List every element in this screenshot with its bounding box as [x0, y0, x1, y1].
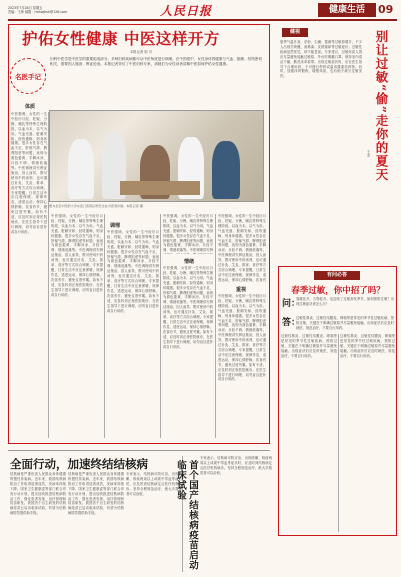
- feature-subhead: 重视: [235, 287, 246, 293]
- bottom-column-text: 专家表示，结核病可防可治，出现咳嗽、咳痰两周以上或痰中带血等症状时，应及时到结核病定点医疗机构就诊。坚持全程规范治疗，绝大多数患者可以治愈。: [200, 456, 272, 475]
- bottom-column-text: 专家表示，结核病可防可治，出现咳嗽、咳痰两周以上或痰中带血等症状时，应及时到结核病定点医疗机构就诊。坚持全程规范治疗，绝大多数患者可以治愈。: [126, 472, 182, 496]
- feature-column-text: 中医强调，女性的一生中经历月经、妊娠、分娩、哺乳等特殊生理阶段，以血为本，以气为用。气血充盛、脏腑安和、经络通畅，则身体健康。很多女性存在气血不足、肝郁气滞、脾肾阳虚等问题，表现为面色萎黄、手脚冰凉、月经不调、情绪低落等。中医调理讲究辨证施治，因人而异，既可使用中药汤剂，也可通过针灸、艾灸、推拿、食疗等方式综合调理。专家提醒，日常生活中应注意保暖，规律作息，适度运动，保持心情舒畅，饮食有节，避免过度劳累。如有不适，应及时到正规医院就诊，在医生指导下进行调理，切勿盲目进补或自行用药。: [51, 214, 103, 297]
- column-text: 夏季气温升高，花粉、尘螨、霉菌等过敏原增多，不少人出现打喷嚏、流鼻涕、皮肤瘙痒等过敏症状。过敏性疾病虽然常见，却不能忽视。专家建议，过敏体质人群应尽量避免接触过敏原，外出时佩戴口罩，保持室内清洁干燥，勤洗床单被罩。出现过敏症状时，应在医生指导下合理用药，不可擅自停药或滥用激素类药物。同时，加强体育锻炼，增强体质，也有助于减少过敏发作。: [280, 40, 362, 79]
- feature-lead: 妇科中医学是中医学的重要组成部分。多种妇科疾病都可从中医角度进行调理。在中医眼中，女性身体的健康与气血、脏腑、经络密切相关，需要因人施治、辨证论治。本报记者采访了中医妇科专家，请她们为女性读者讲解中医如何护佑女性健康。: [50, 57, 263, 67]
- feature-subhead: 体质: [24, 104, 35, 110]
- qa-title: 春季过敏，你中招了吗？: [291, 286, 385, 296]
- feature-column-text: 中医强调，女性的一生中经历月经、妊娠、分娩、哺乳等特殊生理阶段，以血为本，以气为用。气血充盛、脏腑安和、经络通畅，则身体健康。很多女性存在气血不足、肝郁气滞、脾肾阳虚等问题，表现为面色萎黄、手脚冰凉、月经不调、情绪低落等。中医调理讲究辨证施治，因人而异，既可使用中药汤剂，也可通过针灸、艾灸、推拿、食疗等方式综合调理。专家提醒，日常生活中应注意保暖，规律作息，适度运动，保持心情舒畅，饮食有节，避免过度劳累。如有不适，应及时到正规医院就诊，在医生指导下进行调理，切勿盲目进补或自行用药。: [218, 294, 266, 382]
- column-seal: 名医手记: [10, 58, 46, 94]
- bottom-column-text: 结核病是严重危害人民群众身体健康的慢性传染病。近年来，我国结核病防治工作取得显著成效，发病率持续下降。国家卫生健康委等部门联合印发行动计划，提出加快推进结核病防治工作，强化患者发现、治疗管理和疫苗研发。我国首个自主研发的结核病疫苗已启动临床试验，有望为结核病防控提供新手段。: [10, 472, 66, 516]
- bottom-divider: [8, 450, 270, 451]
- bottom-headline: 全面行动，加速终结结核病: [10, 457, 148, 471]
- photo-table: [120, 181, 200, 195]
- column-divider: [104, 214, 105, 438]
- photo-caption: 图为北京中医药大学东直门医院妇科医生在为患者诊脉。本报记者 摄: [49, 204, 143, 208]
- answer-text: 过敏性鼻炎、过敏性结膜炎、哮喘等是常见的季节性过敏疾病。预防过敏，关键在于明确过敏原并尽量避免接触。出现症状后应及时就医，规范治疗，不要自行用药。: [296, 316, 394, 330]
- column-title: 别让过敏“偷”走你的夏天: [374, 30, 389, 182]
- photo-figure: [212, 141, 240, 199]
- feature-subhead: 调理: [109, 223, 120, 229]
- feature-subhead: 情绪: [183, 259, 194, 265]
- header-meta: [8, 6, 118, 14]
- date-line: 2023年7月28日 星期五: [8, 6, 43, 10]
- photo-figure: [68, 139, 94, 199]
- column-divider: [160, 214, 161, 438]
- question-text: 春暖花开，万物复苏，也迎来了过敏高发季节。如何预防过敏？出现过敏症状该怎么办？: [296, 297, 394, 306]
- feature-column-text: 中医强调，女性的一生中经历月经、妊娠、分娩、哺乳等特殊生理阶段，以血为本，以气为用。气血充盛、脏腑安和、经络通畅，则身体健康。很多女性存在气血不足、肝郁气滞、脾肾阳虚等问题，表现为面色萎黄、手脚冰凉、月经不调、情绪低落等。中医调理讲究辨证施治，因人而异，既可使用中药汤剂，也可通过针灸、艾灸、推拿、食疗等方式综合调理。专家提醒，日常生活中应注意保暖，规律作息，适度运动，保持心情舒畅，饮食有节，避免过度劳累。如有不适，应及时到正规医院就诊，在医生指导下进行调理，切勿盲目进补或自行用药。: [107, 230, 159, 313]
- column-divider: [338, 334, 339, 532]
- feature-column-text: 中医强调，女性的一生中经历月经、妊娠、分娩、哺乳等特殊生理阶段，以血为本，以气为用。气血充盛、脏腑安和、经络通畅，则身体健康。很多女性存在气血不足、肝郁气滞、脾肾阳虚等问题，表现为面色萎黄、手脚冰凉、月经不调、情绪低落等。中医调理讲究辨证施治，因人而异，既可使用中药汤剂，也可通过针灸、艾灸、推拿、食疗等方式综合调理。专家提醒，日常生活中应注意保暖，规律作息，适度运动，保持心情舒畅，饮食有: [218, 214, 266, 282]
- column-divider: [48, 112, 49, 438]
- feature-headline: 护佑女性健康 中医这样开方: [22, 29, 220, 48]
- feature-column-text: 中医强调，女性的一生中经历月经、妊娠、分娩、哺乳等特殊生理阶段，以血为本，以气为用。气血充盛、脏腑安和、经络通畅，则身体健康。很多女性存在气血不足、肝郁气滞、脾肾阳虚等问题，表现为面色萎黄、手脚冰凉、月经不调、情绪低落等。中医调理讲究辨证施治，因人而异，既可使用中药汤剂，也可通过针灸、艾灸、推拿、食疗等方式综合调理。专家提醒，日常生活中应注意保暖，规律作息，适度运动，保持心情舒畅，饮食有节，避免过度劳累。如有不适，应及时到正规医院就诊，在医生指导下进行调理，切勿盲目进补或自行用药。: [163, 266, 213, 349]
- feature-column-text: 中医强调，女性的一生中经历月经、妊娠、分娩、哺乳等特殊生理阶段，以血为本，以气为用。气血充盛、脏腑安和、经络通畅，则身体健康。很多女性存在气血不足、肝郁气滞、脾肾阳虚等问题，表现为面色萎黄、手脚冰凉、月经不调、情绪低落等。中医调理讲究辨证施治，因人而异，既可使用中药汤剂，也可通过针灸、艾灸、推拿、食疗等方式综合调理。专家提醒，日常生活中应注意保暖，规律作息，适度运动，保持心情舒畅，饮食有节，避免过度劳累。如有不适，应及时到正规医院就诊，在医生指导下进行调理，切勿盲目进补或自行用药。: [11, 112, 47, 234]
- qa-tag: 有问必答: [314, 271, 360, 280]
- header-divider: [8, 19, 397, 21]
- bottom-column-text: 结核病是严重危害人民群众身体健康的慢性传染病。近年来，我国结核病防治工作取得显著成效，发病率持续下降。国家卫生健康委等部门联合印发行动计划，提出加快推进结核病防治工作，强化患者发现、治疗管理和疫苗研发。我国首个自主研发的结核病疫苗已启动临床试验，有望为结核病防控提供新手段。: [68, 472, 124, 516]
- column-tag: 健视: [282, 28, 308, 37]
- feature-byline: 本报记者 郭 可: [130, 50, 152, 54]
- newspaper-logo: 人民日报: [160, 4, 213, 18]
- question-label: 问：: [282, 299, 301, 309]
- editor-line: 责编：王珍 邮箱：rmhwjksh@126.com: [8, 10, 68, 14]
- answer-column: 过敏性鼻炎、过敏性结膜炎、哮喘等是常见的季节性过敏疾病。预防过敏，关键在于明确过敏原并尽量避免接触。出现症状后应及时就医，规范治疗，不要自行用药。: [340, 334, 395, 358]
- answer-label: 答：: [282, 318, 301, 328]
- column-divider: [215, 214, 216, 438]
- answer-column: 过敏性鼻炎、过敏性结膜炎、哮喘等是常见的季节性过敏疾病。预防过敏，关键在于明确过敏原并尽量避免接触。出现症状后应及时就医，规范治疗，不要自行用药。: [281, 334, 337, 358]
- bottom-vertical-headline: 首个国产结核病疫苗启动临床试验: [175, 460, 198, 570]
- column-author: 王金: [367, 150, 371, 157]
- feature-column-text: 中医强调，女性的一生中经历月经、妊娠、分娩、哺乳等特殊生理阶段，以血为本，以气为用。气血充盛、脏腑安和、经络通畅，则身体健康。很多女性存在气血不足、肝郁气滞、脾肾阳虚等问题，表现为面色萎黄、手脚冰凉、月经不调、情绪低落等。中医调理讲究辨: [163, 214, 213, 253]
- feature-photo: [49, 110, 264, 202]
- page-number: 09: [378, 3, 394, 16]
- section-title: 健康生活: [318, 3, 376, 17]
